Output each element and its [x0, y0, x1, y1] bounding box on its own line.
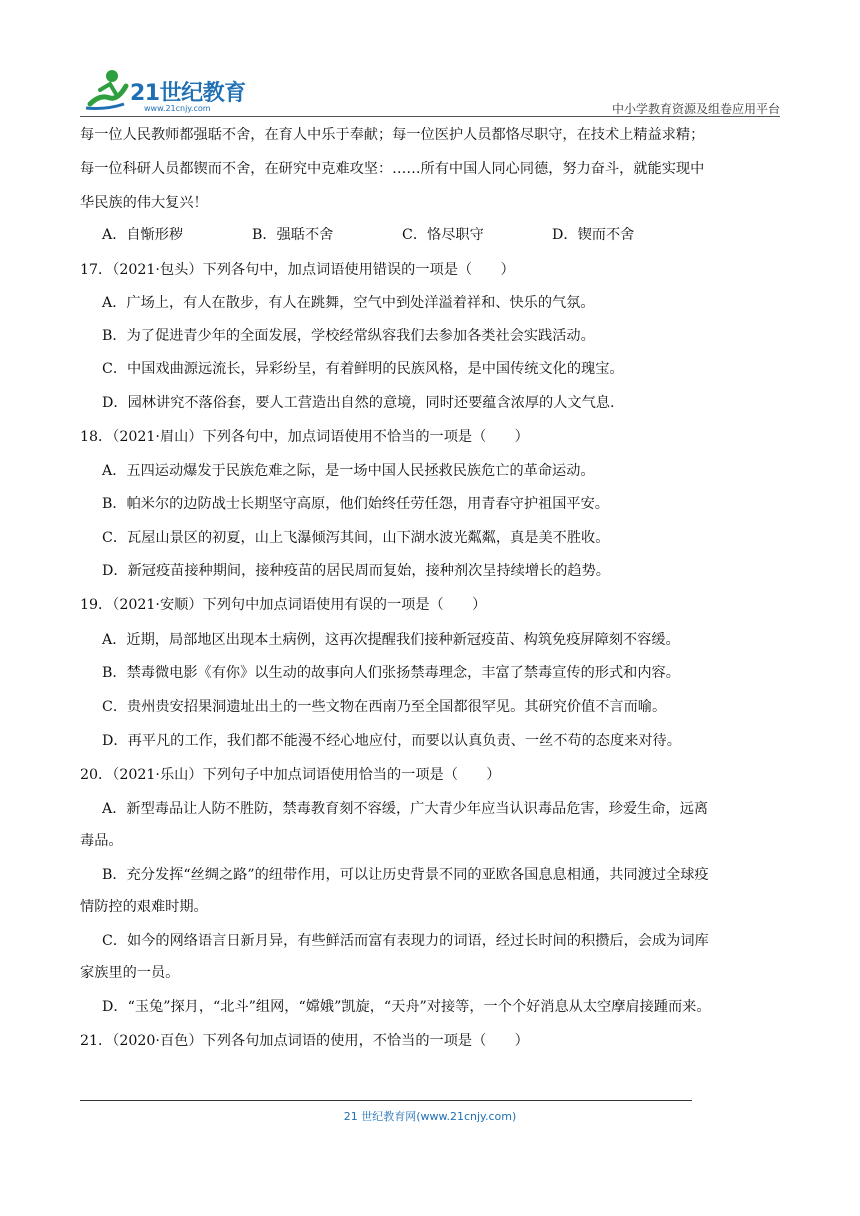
footer-text: 21 世纪教育网(www.21cnjy.com) [343, 1110, 517, 1123]
text-line: 毒品。 [80, 833, 123, 849]
runner-logo-icon [80, 64, 130, 116]
option-item: D．锲而不舍 [552, 227, 635, 243]
text-line: D．再平凡的工作，我们都不能漫不经心地应付，而要以认真负责、一丝不苟的态度来对待。 [102, 733, 681, 749]
text-line: A．广场上，有人在散步，有人在跳舞，空气中到处洋溢着祥和、快乐的气氛。 [102, 295, 595, 311]
text-line: 20．（2021·乐山）下列句子中加点词语使用恰当的一项是（ ） [80, 767, 501, 783]
logo [80, 64, 260, 116]
text-line: 17．（2021·包头）下列各句中，加点词语使用错误的一项是（ ） [80, 262, 515, 278]
page-header [80, 64, 780, 116]
text-line: 每一位科研人员都锲而不舍，在研究中克难攻坚：……所有中国人同心同德，努力奋斗，就能实现中 [80, 161, 705, 177]
text-line: 情防控的艰难时期。 [80, 899, 208, 915]
text-line: D．新冠疫苗接种期间，接种疫苗的居民周而复始，接种剂次呈持续增长的趋势。 [102, 563, 610, 579]
text-line: C．如今的网络语言日新月异，有些鲜活而富有表现力的词语，经过长时间的积攒后，会成为词库 [102, 933, 709, 949]
text-line: B．为了促进青少年的全面发展，学校经常纵容我们去参加各类社会实践活动。 [102, 328, 595, 344]
text-line: 19．（2021·安顺）下列句中加点词语使用有误的一项是（ ） [80, 597, 487, 613]
text-line: A．近期，局部地区出现本土病例，这再次提醒我们接种新冠疫苗、构筑免疫屏障刻不容缓。 [102, 632, 680, 648]
text-line: 家族里的一员。 [80, 965, 180, 981]
logo-url: www.21cnjy.com [144, 104, 211, 113]
text-line: 18．（2021·眉山）下列各句中，加点词语使用不恰当的一项是（ ） [80, 429, 529, 445]
text-line: B．充分发挥“丝绸之路”的纽带作用，可以让历史背景不同的亚欧各国息息相通，共同渡过全球疫 [102, 867, 709, 883]
text-line: 华民族的伟大复兴！ [80, 195, 208, 211]
text-line: B．帕米尔的边防战士长期坚守高原，他们始终任劳任怨，用青春守护祖国平安。 [102, 496, 609, 512]
text-line: 每一位人民教师都强聒不舍，在育人中乐于奉献；每一位医护人员都恪尽职守，在技术上精益求精； [80, 127, 705, 143]
text-line: C．贵州贵安招果洞遗址出土的一些文物在西南乃至全国都很罕见。其研究价值不言而喻。 [102, 699, 667, 715]
text-line: A．新型毒品让人防不胜防，禁毒教育刻不容缓，广大青少年应当认识毒品危害，珍爱生命，远离 [102, 801, 709, 817]
options-row [102, 224, 702, 244]
platform-caption: 中小学教育资源及组卷应用平台 [611, 102, 780, 116]
logo-text: 21世纪教育 [130, 81, 246, 106]
text-line: D．“玉兔”探月，“北斗”组网，“嫦娥”凯旋，“天舟”对接等，一个个好消息从太空摩肩接踵而来。 [102, 999, 711, 1015]
text-line: A．五四运动爆发于民族危难之际，是一场中国人民拯救民族危亡的革命运动。 [102, 463, 595, 479]
option-item: B．强聒不舍 [252, 227, 334, 243]
text-line: D．园林讲究不落俗套，要人工营造出自然的意境，同时还要蕴含浓厚的人文气息. [102, 395, 615, 411]
footer-divider [80, 1100, 692, 1101]
option-item: C．恪尽职守 [402, 227, 484, 243]
text-line: C．瓦屋山景区的初夏，山上飞瀑倾泻其间，山下湖水波光粼粼，真是美不胜收。 [102, 530, 610, 546]
header-divider [80, 116, 780, 117]
text-line: B．禁毒微电影《有你》以生动的故事向人们张扬禁毒理念，丰富了禁毒宣传的形式和内容。 [102, 665, 680, 681]
text-line: 21．（2020·百色）下列各句加点词语的使用，不恰当的一项是（ ） [80, 1033, 529, 1049]
option-item: A．自惭形秽 [102, 227, 184, 243]
text-line: C．中国戏曲源远流长，异彩纷呈，有着鲜明的民族风格，是中国传统文化的瑰宝。 [102, 361, 624, 377]
